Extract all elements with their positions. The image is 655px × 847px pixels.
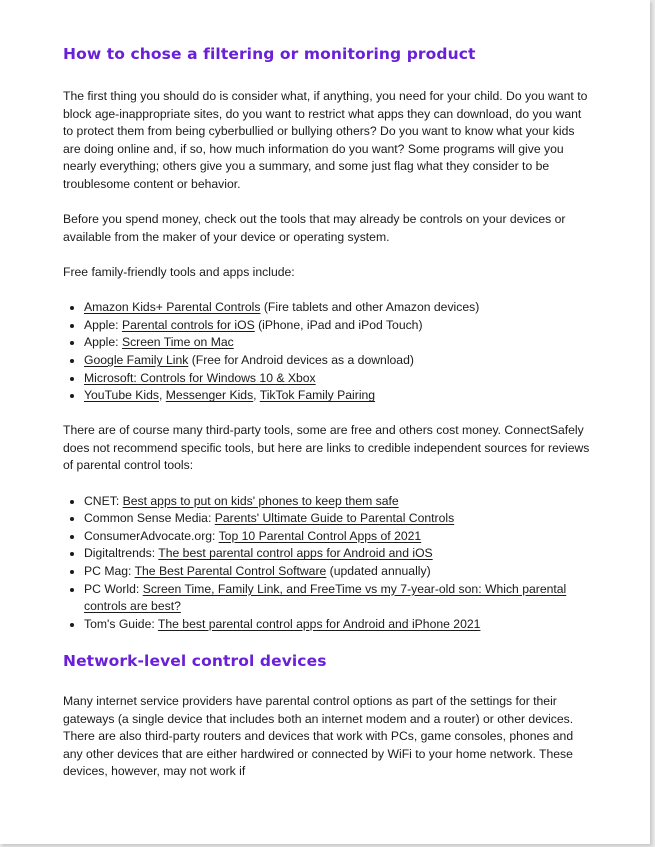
- item-suffix: (updated annually): [326, 564, 431, 579]
- tiktok-family-pairing-link[interactable]: TikTok Family Pairing: [259, 388, 376, 403]
- item-prefix: PC World:: [84, 581, 143, 596]
- youtube-kids-link[interactable]: YouTube Kids: [84, 388, 159, 403]
- list-item: [84, 334, 593, 352]
- list-item: [84, 387, 593, 405]
- list-item: [84, 317, 593, 335]
- cnet-link[interactable]: Best apps to put on kids' phones to keep them safe: [122, 493, 399, 508]
- pc-world-link[interactable]: Screen Time, Family Link, and FreeTime vs my 7-year-old son: Which parental controls are best?: [84, 581, 567, 614]
- list-item: [84, 352, 593, 370]
- item-prefix: Tom's Guide:: [84, 616, 158, 631]
- digitaltrends-link[interactable]: The best parental control apps for Android and iOS: [158, 546, 433, 561]
- google-family-link-link[interactable]: Google Family Link: [84, 352, 189, 367]
- separator: ,: [253, 388, 260, 403]
- item-prefix: Apple:: [84, 317, 122, 332]
- messenger-kids-link[interactable]: Messenger Kids: [165, 388, 254, 403]
- microsoft-controls-link[interactable]: Microsoft: Controls for Windows 10 & Xbox: [84, 370, 316, 385]
- common-sense-media-link[interactable]: Parents' Ultimate Guide to Parental Controls: [214, 511, 455, 526]
- separator: ,: [159, 388, 166, 403]
- free-tools-intro: Free family-friendly tools and apps include:: [63, 264, 295, 279]
- item-suffix: (Fire tablets and other Amazon devices): [260, 300, 480, 315]
- screen-time-mac-link[interactable]: Screen Time on Mac: [121, 335, 234, 350]
- list-item: [84, 545, 593, 563]
- item-suffix: (iPhone, iPad and iPod Touch): [254, 317, 423, 332]
- list-item: [84, 510, 593, 528]
- toms-guide-link[interactable]: The best parental control apps for Android and iPhone 2021: [157, 616, 481, 631]
- third-party-paragraph: There are of course many third-party tools, some are free and others cost money. ConnectSafely does not recommend specific tools, but here are links to credible independent sources for reviews of parental control tools:: [63, 423, 590, 473]
- item-prefix: Digitaltrends:: [84, 546, 159, 561]
- list-item: [84, 616, 593, 634]
- list-item: [84, 528, 593, 546]
- reviews-list: [63, 493, 593, 634]
- network-paragraph: Many internet service providers have parental control options as part of the settings for their gateways (a single device that includes both an internet modem and a router) or other devices. There are also third-party routers and devices that work with PCs, game consoles, phones and any other devices that are either hardwired or connected by WiFi to your home network. These devices, however, may not work if: [63, 694, 574, 779]
- list-item: [84, 581, 593, 616]
- free-tools-list: [63, 299, 593, 405]
- check-tools-paragraph: Before you spend money, check out the tools that may already be controls on your devices or available from the maker of your device or operating system.: [63, 212, 566, 244]
- pc-mag-link[interactable]: The Best Parental Control Software: [134, 564, 327, 579]
- item-prefix: ConsumerAdvocate.org:: [84, 528, 219, 543]
- item-prefix: PC Mag:: [84, 564, 135, 579]
- ios-parental-controls-link[interactable]: Parental controls for iOS: [121, 317, 255, 332]
- list-item: [84, 493, 593, 511]
- item-prefix: Common Sense Media:: [84, 511, 215, 526]
- list-item: [84, 299, 593, 317]
- amazon-kids-link[interactable]: Amazon Kids+ Parental Controls: [84, 300, 261, 315]
- item-prefix: CNET:: [84, 493, 123, 508]
- list-item: [84, 370, 593, 388]
- item-prefix: Apple:: [84, 335, 122, 350]
- section-heading-network: Network-level control devices: [63, 652, 327, 670]
- page-content: [63, 44, 593, 799]
- item-suffix: (Free for Android devices as a download): [188, 352, 414, 367]
- list-item: [84, 563, 593, 581]
- section-heading-filtering: How to chose a filtering or monitoring product: [63, 45, 476, 63]
- consumeradvocate-link[interactable]: Top 10 Parental Control Apps of 2021: [218, 528, 422, 543]
- intro-paragraph: The first thing you should do is consider what, if anything, you need for your child. Do you want to block age-inappropriate sites, do you want to restrict what apps they can download, do you want to protect them from being cyberbullied or bullying others? Do you want to know what your kids are doing online and, if so, how much information do you want? Some programs will give you nearly everything; others give you a summary, and some just flag what they consider to be troublesome content or behavior.: [63, 89, 588, 191]
